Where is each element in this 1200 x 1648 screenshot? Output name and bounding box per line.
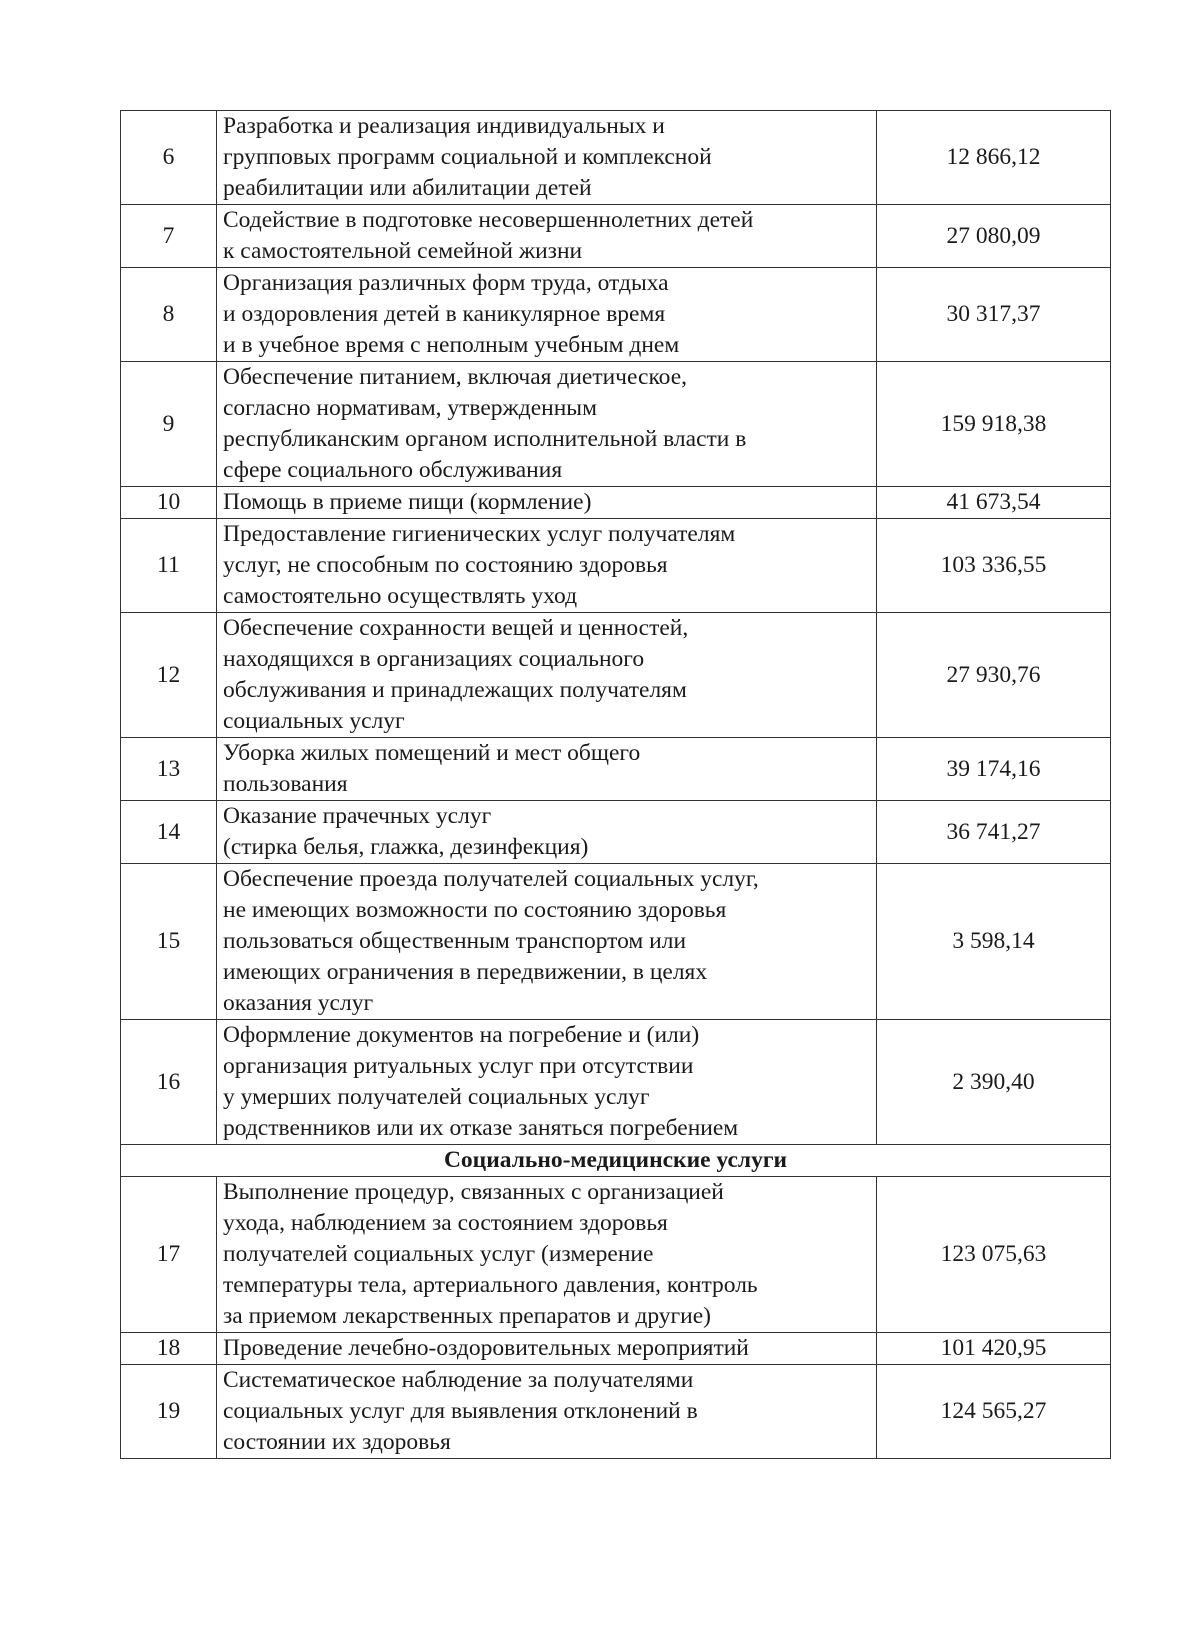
service-name-line: организация ритуальных услуг при отсутствии — [223, 1053, 694, 1079]
table-body — [121, 111, 1111, 1459]
service-name-line: Обеспечение проезда получателей социальных услуг, — [223, 866, 759, 892]
row-number: 18 — [121, 1333, 217, 1365]
row-number: 19 — [121, 1365, 217, 1459]
row-number: 17 — [121, 1177, 217, 1333]
service-name-line: не имеющих возможности по состоянию здоровья — [223, 897, 727, 923]
service-price: 36 741,27 — [877, 801, 1111, 864]
service-name-line: социальных услуг для выявления отклонений в — [223, 1398, 698, 1424]
section-title: Социально-медицинские услуги — [121, 1145, 1111, 1177]
table-row — [121, 362, 1111, 487]
service-price: 30 317,37 — [877, 268, 1111, 362]
service-name — [217, 205, 877, 268]
service-name-line: Обеспечение сохранности вещей и ценностей, — [223, 615, 689, 641]
service-price: 39 174,16 — [877, 738, 1111, 801]
service-name — [217, 268, 877, 362]
table-row — [121, 801, 1111, 864]
service-price: 27 930,76 — [877, 613, 1111, 738]
service-name-line: имеющих ограничения в передвижении, в целях — [223, 959, 708, 985]
service-name-line: Организация различных форм труда, отдыха — [223, 270, 669, 296]
service-name-line: за приемом лекарственных препаратов и другие) — [223, 1303, 711, 1329]
service-price: 27 080,09 — [877, 205, 1111, 268]
service-name-line: пользоваться общественным транспортом или — [223, 928, 687, 954]
service-price: 41 673,54 — [877, 487, 1111, 519]
service-name — [217, 1177, 877, 1333]
service-price: 2 390,40 — [877, 1020, 1111, 1145]
table-row — [121, 613, 1111, 738]
service-name-line: и оздоровления детей в каникулярное время — [223, 301, 666, 327]
service-name-line: у умерших получателей социальных услуг — [223, 1084, 650, 1110]
service-name-line: групповых программ социальной и комплексной — [223, 144, 712, 170]
service-price: 12 866,12 — [877, 111, 1111, 205]
row-number: 15 — [121, 864, 217, 1020]
table-row — [121, 864, 1111, 1020]
service-name-line: сфере социального обслуживания — [223, 457, 563, 483]
table-row — [121, 111, 1111, 205]
service-name-line: пользования — [223, 771, 348, 797]
row-number: 11 — [121, 519, 217, 613]
service-name-line: реабилитации или абилитации детей — [223, 175, 592, 201]
service-name-line: Оформление документов на погребение и (или) — [223, 1022, 700, 1048]
service-name — [217, 1365, 877, 1459]
service-name-line: Предоставление гигиенических услуг получателям — [223, 521, 736, 547]
service-name — [217, 613, 877, 738]
service-name — [217, 864, 877, 1020]
service-name-line: согласно нормативам, утвержденным — [223, 395, 597, 421]
service-price: 123 075,63 — [877, 1177, 1111, 1333]
service-name — [217, 1333, 877, 1365]
service-name — [217, 519, 877, 613]
service-name-line: обслуживания и принадлежащих получателям — [223, 677, 687, 703]
service-price: 103 336,55 — [877, 519, 1111, 613]
service-name-line: самостоятельно осуществлять уход — [223, 583, 578, 609]
service-name-line: получателей социальных услуг (измерение — [223, 1241, 654, 1267]
table-row — [121, 1365, 1111, 1459]
service-name-line: находящихся в организациях социального — [223, 646, 645, 672]
section-header-row — [121, 1145, 1111, 1177]
row-number: 6 — [121, 111, 217, 205]
service-name-line: родственников или их отказе заняться погребением — [223, 1115, 739, 1141]
table-row — [121, 519, 1111, 613]
service-name — [217, 362, 877, 487]
service-name-line: Помощь в приеме пищи (кормление) — [223, 489, 592, 515]
row-number: 10 — [121, 487, 217, 519]
row-number: 7 — [121, 205, 217, 268]
row-number: 14 — [121, 801, 217, 864]
table-row — [121, 268, 1111, 362]
row-number: 13 — [121, 738, 217, 801]
table-row — [121, 1020, 1111, 1145]
table-row — [121, 738, 1111, 801]
table-row — [121, 205, 1111, 268]
service-name-line: республиканским органом исполнительной власти в — [223, 426, 747, 452]
service-name — [217, 111, 877, 205]
table-row — [121, 1177, 1111, 1333]
row-number: 12 — [121, 613, 217, 738]
table-row — [121, 487, 1111, 519]
service-name — [217, 1020, 877, 1145]
service-name-line: оказания услуг — [223, 990, 374, 1016]
service-name-line: к самостоятельной семейной жизни — [223, 238, 583, 264]
service-name-line: состоянии их здоровья — [223, 1429, 451, 1455]
row-number: 8 — [121, 268, 217, 362]
service-price: 3 598,14 — [877, 864, 1111, 1020]
service-price: 101 420,95 — [877, 1333, 1111, 1365]
service-name-line: Содействие в подготовке несовершеннолетних детей — [223, 207, 754, 233]
service-name-line: Уборка жилых помещений и мест общего — [223, 740, 641, 766]
row-number: 16 — [121, 1020, 217, 1145]
service-name-line: температуры тела, артериального давления, контроль — [223, 1272, 758, 1298]
service-price: 159 918,38 — [877, 362, 1111, 487]
service-name-line: Систематическое наблюдение за получателями — [223, 1367, 694, 1393]
service-name-line: и в учебное время с неполным учебным днем — [223, 332, 680, 358]
service-name-line: (стирка белья, глажка, дезинфекция) — [223, 834, 589, 860]
service-name-line: Проведение лечебно-оздоровительных мероприятий — [223, 1335, 749, 1361]
service-name — [217, 738, 877, 801]
table-row — [121, 1333, 1111, 1365]
service-name-line: Обеспечение питанием, включая диетическое, — [223, 364, 688, 390]
service-name-line: услуг, не способным по состоянию здоровья — [223, 552, 668, 578]
row-number: 9 — [121, 362, 217, 487]
service-name-line: Выполнение процедур, связанных с организацией — [223, 1179, 724, 1205]
service-name-line: Разработка и реализация индивидуальных и — [223, 113, 665, 139]
services-price-table — [120, 110, 1111, 1459]
service-name-line: Оказание прачечных услуг — [223, 803, 492, 829]
service-name — [217, 487, 877, 519]
service-name — [217, 801, 877, 864]
service-name-line: ухода, наблюдением за состоянием здоровья — [223, 1210, 668, 1236]
service-name-line: социальных услуг — [223, 708, 405, 734]
service-price: 124 565,27 — [877, 1365, 1111, 1459]
